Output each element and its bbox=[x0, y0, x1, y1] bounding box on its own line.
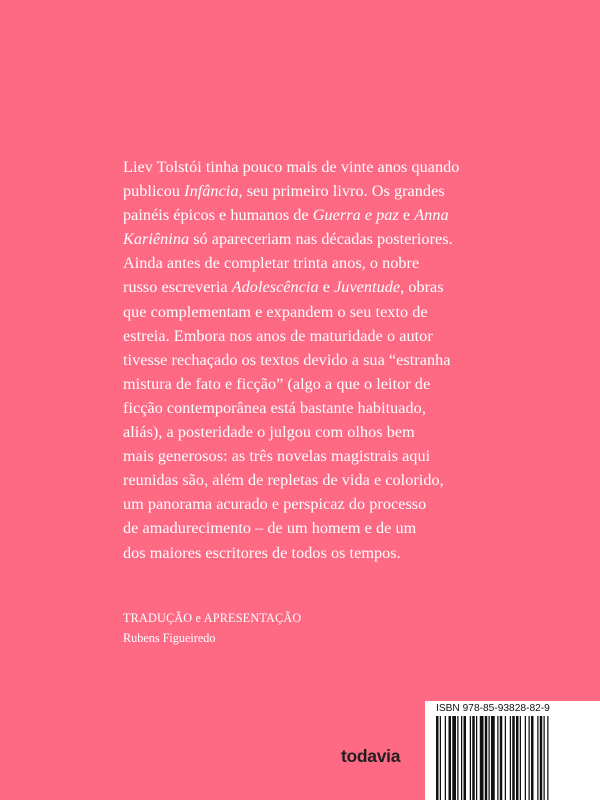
blurb-line bbox=[123, 348, 493, 372]
translator-name: Rubens Figueiredo bbox=[123, 631, 216, 645]
blurb-text: de amadurecimento – de um homem e de um bbox=[123, 519, 417, 538]
blurb-line bbox=[123, 203, 493, 227]
blurb-text: ficção contemporânea está bastante habituado, bbox=[123, 398, 426, 417]
blurb-text: russo escreveria bbox=[123, 278, 232, 297]
blurb-line bbox=[123, 300, 493, 324]
blurb-text: tivesse rechaçado os textos devido a sua “estranha bbox=[123, 350, 451, 369]
blurb-text: , obras bbox=[400, 278, 444, 297]
blurb-line bbox=[123, 179, 493, 203]
blurb-line bbox=[123, 324, 493, 348]
blurb-line bbox=[123, 275, 493, 299]
blurb-text: mais generosos: as três novelas magistrais aqui bbox=[123, 447, 431, 466]
publisher-logo: todavia bbox=[341, 746, 401, 766]
barcode-icon bbox=[436, 716, 596, 800]
blurb-line bbox=[123, 516, 493, 540]
blurb-line bbox=[123, 492, 493, 516]
blurb-line bbox=[123, 227, 493, 251]
blurb-text: mistura de fato e ficção” (algo a que o leitor de bbox=[123, 374, 431, 393]
book-title-text: Adolescência bbox=[231, 278, 319, 297]
blurb-text: painéis épicos e humanos de bbox=[123, 206, 313, 225]
blurb-text: aliás), a posteridade o julgou com olhos bem bbox=[123, 423, 415, 442]
blurb-line bbox=[123, 468, 493, 492]
blurb-line bbox=[123, 372, 493, 396]
barcode-area bbox=[425, 701, 600, 800]
blurb-text: um panorama acurado e perspicaz do processo bbox=[123, 495, 427, 514]
book-title-text: Guerra e paz bbox=[312, 206, 399, 225]
book-title-text: Anna bbox=[414, 206, 449, 225]
blurb-line bbox=[123, 155, 493, 179]
blurb-line bbox=[123, 251, 493, 275]
blurb-text: Liev Tolstói tinha pouco mais de vinte anos quando bbox=[123, 158, 460, 176]
book-title-text: Infância bbox=[184, 182, 239, 201]
blurb-text: reunidas são, além de repletas de vida e colorido, bbox=[123, 471, 444, 490]
blurb-text: dos maiores escritores de todos os tempos. bbox=[123, 543, 401, 562]
credits bbox=[123, 608, 301, 648]
book-title-text: Juventude bbox=[334, 278, 401, 297]
blurb-text: Ainda antes de completar trinta anos, o nobre bbox=[123, 254, 420, 273]
blurb-line bbox=[123, 444, 493, 468]
blurb-text: só apareceriam nas décadas posteriores. bbox=[189, 230, 453, 249]
blurb-line bbox=[123, 396, 493, 420]
book-title-text: Kariênina bbox=[123, 230, 190, 249]
blurb-text: que complementam e expandem o seu texto de bbox=[123, 302, 428, 321]
blurb-text: e bbox=[318, 278, 335, 297]
translation-credit-label: TRADUÇÃO e APRESENTAÇÃO bbox=[123, 611, 302, 625]
blurb-line bbox=[123, 420, 493, 444]
back-cover-blurb bbox=[123, 155, 493, 565]
blurb-text: estreia. Embora nos anos de maturidade o autor bbox=[123, 326, 433, 345]
blurb-text: e bbox=[398, 206, 415, 225]
blurb-text: publicou bbox=[123, 182, 185, 201]
blurb-line bbox=[123, 541, 493, 565]
blurb-text: , seu primeiro livro. Os grandes bbox=[238, 182, 445, 201]
isbn-number: ISBN 978-85-93828-82-9 bbox=[436, 703, 550, 714]
